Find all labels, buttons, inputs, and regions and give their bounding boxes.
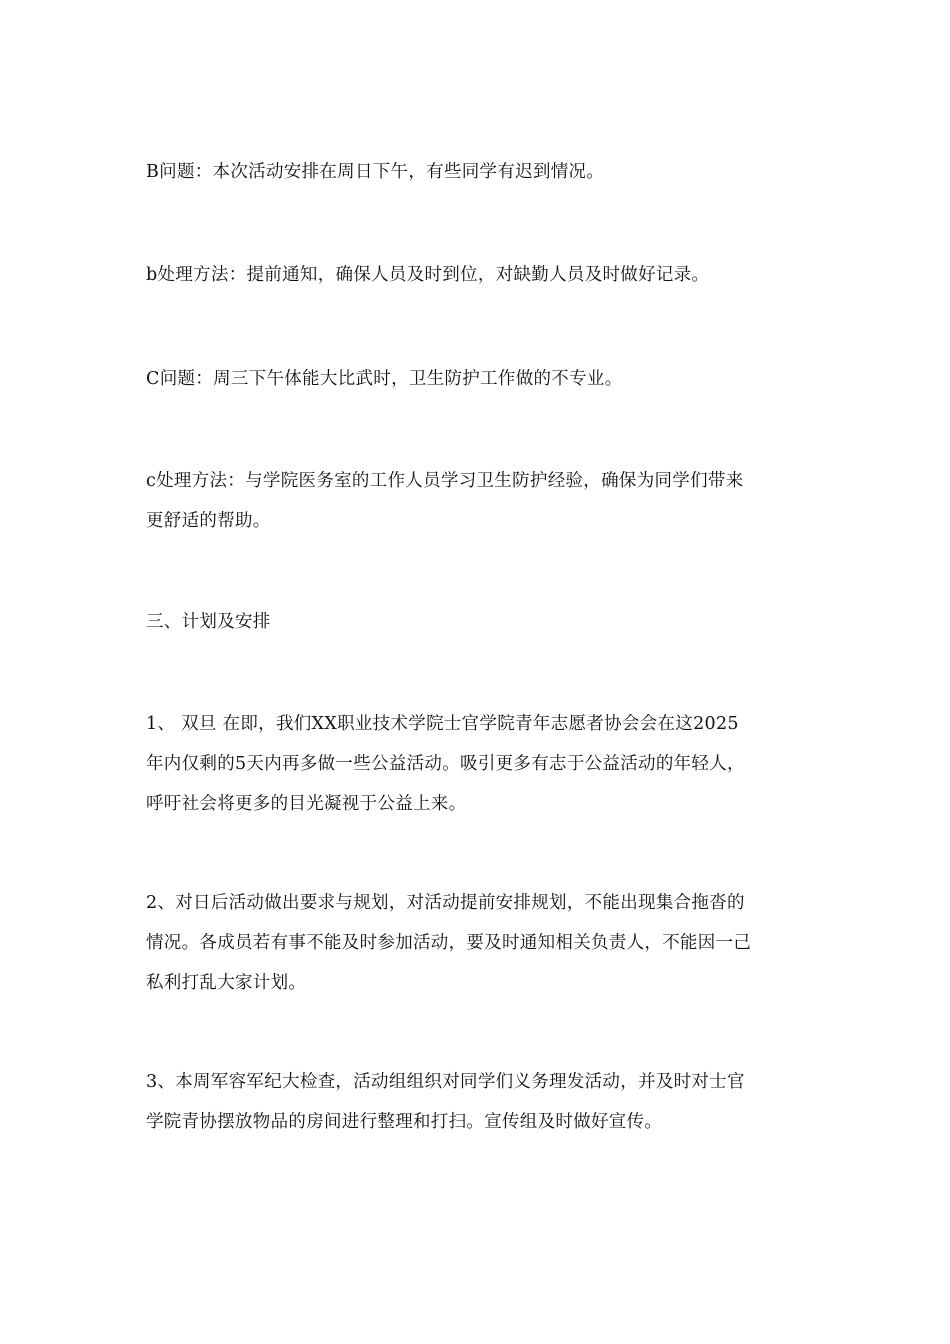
paragraph-c-method [146, 461, 806, 541]
paragraph-c-problem [146, 359, 806, 399]
paragraph-item-2 [146, 883, 806, 1003]
text-line: b处理方法：提前通知，确保人员及时到位，对缺勤人员及时做好记录。 [146, 265, 710, 285]
text-line: 三、计划及安排 [146, 612, 271, 632]
text-line: 1、 双旦 在即，我们XX职业技术学院士官学院青年志愿者协会会在这2025 [146, 714, 739, 734]
section-heading-plan [146, 602, 806, 642]
text-line: 3、本周军容军纪大检查，活动组组织对同学们义务理发活动，并及时对士官 [146, 1072, 745, 1092]
paragraph-item-1 [146, 704, 806, 824]
text-line: 学院青协摆放物品的房间进行整理和打扫。宣传组及时做好宣传。 [146, 1112, 663, 1132]
paragraph-item-3 [146, 1062, 806, 1142]
text-line: 呼吁社会将更多的目光凝视于公益上来。 [146, 794, 467, 814]
text-line: C问题：周三下午体能大比武时，卫生防护工作做的不专业。 [146, 369, 623, 389]
text-line: 情况。各成员若有事不能及时参加活动，要及时通知相关负责人，不能因一己 [146, 933, 752, 953]
text-line: 2、对日后活动做出要求与规划，对活动提前安排规划，不能出现集合拖沓的 [146, 893, 745, 913]
text-line: 更舒适的帮助。 [146, 511, 271, 531]
text-line: B问题：本次活动安排在周日下午，有些同学有迟到情况。 [146, 162, 605, 182]
paragraph-b-method [146, 255, 806, 295]
text-line: 年内仅剩的5天内再多做一些公益活动。吸引更多有志于公益活动的年轻人， [146, 754, 745, 774]
text-line: c处理方法：与学院医务室的工作人员学习卫生防护经验，确保为同学们带来 [146, 471, 744, 491]
paragraph-b-problem [146, 152, 806, 192]
text-line: 私利打乱大家计划。 [146, 973, 307, 993]
